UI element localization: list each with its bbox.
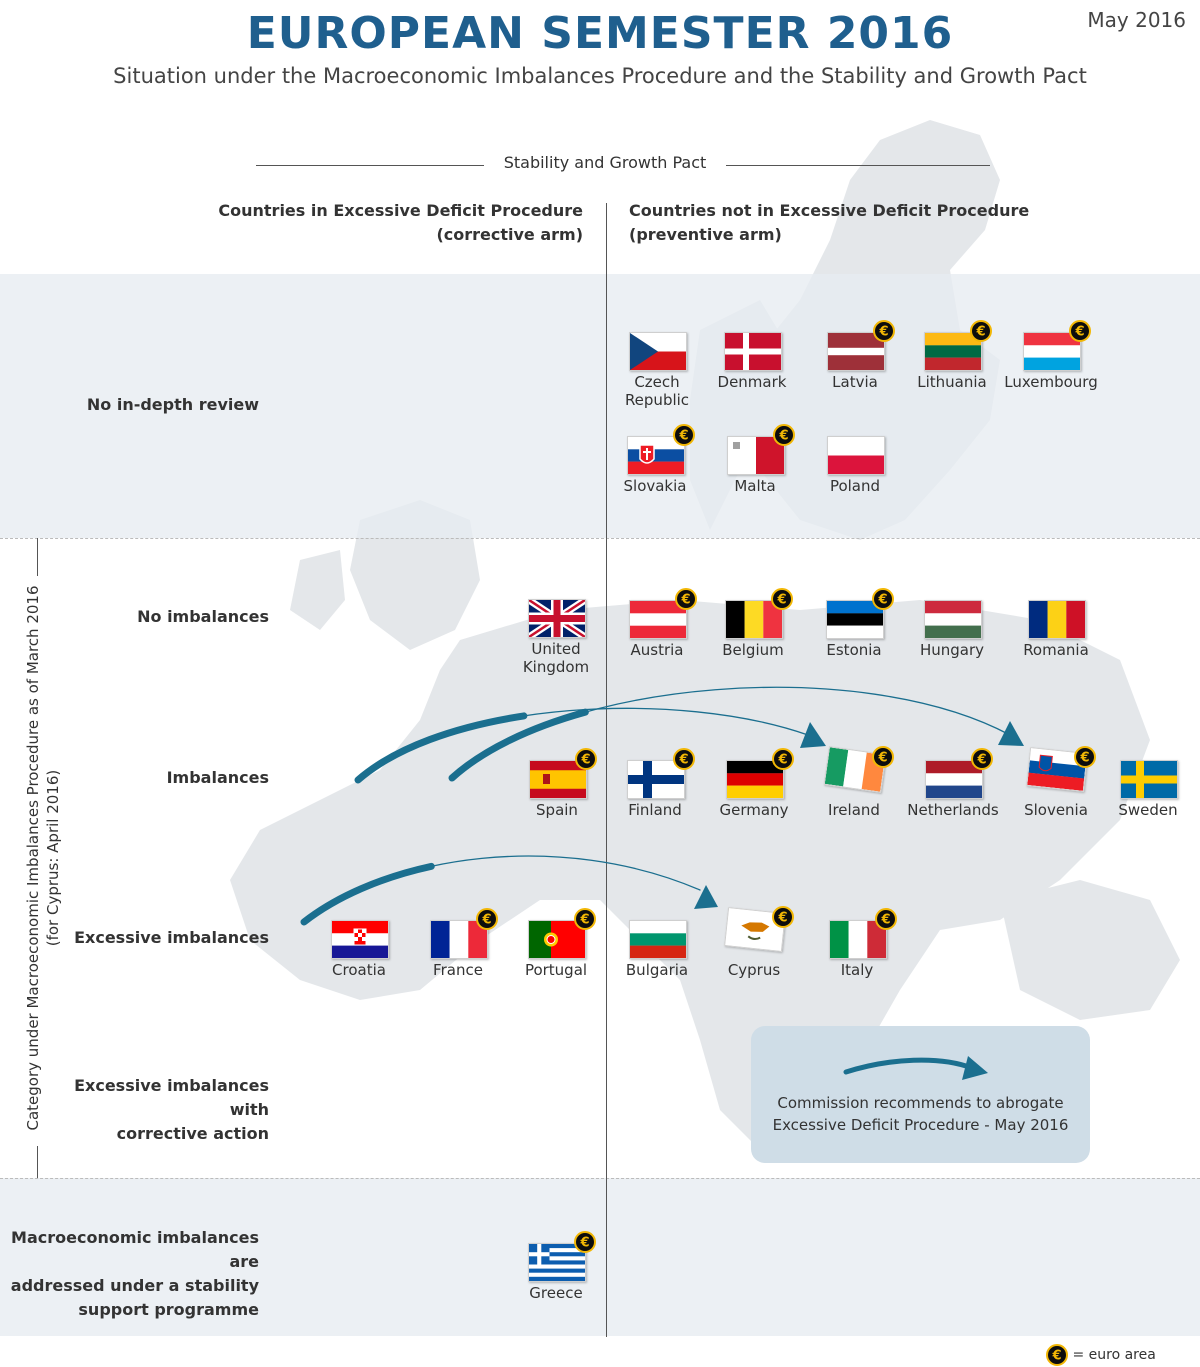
country-name: Belgium [722, 641, 784, 659]
country-name: Netherlands [907, 801, 999, 819]
svg-text:€: € [681, 592, 691, 608]
svg-text:€: € [580, 912, 590, 928]
axis-rule-top [37, 538, 38, 576]
euro-icon [872, 746, 894, 768]
row-label-no-review: No in-depth review [86, 395, 259, 414]
country-name-line2: Republic [624, 391, 690, 409]
country-name: Austria [630, 641, 684, 659]
svg-text:€: € [679, 752, 689, 768]
country-name: Greece [529, 1284, 583, 1302]
country-name: Bulgaria [625, 961, 689, 979]
flag-czech-republic-icon [629, 332, 687, 371]
legend-euro-area [1046, 1344, 1156, 1366]
callout-abrogate-edp [751, 1026, 1090, 1163]
svg-text:€: € [777, 592, 787, 608]
euro-icon [971, 748, 993, 770]
country-name: Italy [840, 961, 874, 979]
country-name: Czech [634, 373, 680, 391]
euro-icon [673, 424, 695, 446]
flag-denmark-icon [724, 332, 782, 371]
euro-icon [970, 320, 992, 342]
country-name: Estonia [826, 641, 882, 659]
vertical-axis-line2: (for Cyprus: April 2016) [44, 769, 62, 947]
country-name: Slovakia [623, 477, 687, 495]
flag-united-kingdom-icon [528, 599, 586, 638]
euro-icon [875, 908, 897, 930]
euro-icon [771, 588, 793, 610]
euro-icon [574, 908, 596, 930]
country-name: Slovenia [1024, 801, 1088, 819]
row-label-programme [0, 1226, 259, 1322]
euro-icon [476, 908, 498, 930]
svg-text:€: € [778, 910, 788, 926]
country-name: Finland [628, 801, 682, 819]
svg-text:€: € [1080, 750, 1090, 766]
row-label-programme-line3: support programme [78, 1300, 259, 1319]
country-name: United [531, 640, 581, 658]
group-rule-right [726, 165, 990, 166]
flag-bulgaria-icon [629, 920, 687, 959]
euro-icon [575, 748, 597, 770]
svg-text:€: € [881, 912, 891, 928]
country-name: Lithuania [917, 373, 987, 391]
country-name: Malta [734, 477, 776, 495]
svg-text:€: € [976, 324, 986, 340]
country-name: Sweden [1118, 801, 1178, 819]
callout-line2: Excessive Deficit Procedure - May 2016 [772, 1116, 1069, 1134]
euro-icon [675, 588, 697, 610]
euro-icon [673, 748, 695, 770]
country-name: Ireland [828, 801, 880, 819]
date-label: May 2016 [1087, 8, 1186, 32]
euro-icon [1069, 320, 1091, 342]
euro-icon [1074, 746, 1096, 768]
row-label-imbalances: Imbalances [166, 768, 269, 787]
euro-icon [772, 748, 794, 770]
column-heading-left-line2: (corrective arm) [436, 225, 583, 244]
row-label-programme-line2: addressed under a stability [10, 1276, 259, 1295]
flag-romania-icon [1028, 600, 1086, 639]
divider-dashed-top [0, 538, 1200, 539]
country-name: Romania [1023, 641, 1089, 659]
country-name: Denmark [717, 373, 787, 391]
svg-text:€: € [977, 752, 987, 768]
row-label-excessive-corrective-line2: corrective action [116, 1124, 269, 1143]
euro-icon [873, 320, 895, 342]
svg-text:€: € [482, 912, 492, 928]
column-heading-left-line1: Countries in Excessive Deficit Procedure [218, 201, 583, 220]
group-rule-left [256, 165, 484, 166]
country-name: Croatia [332, 961, 386, 979]
euro-icon [574, 1231, 596, 1253]
country-name: Cyprus [727, 961, 781, 979]
country-name: Luxembourg [1004, 373, 1098, 391]
country-name: Portugal [524, 961, 588, 979]
svg-text:€: € [580, 1235, 590, 1251]
callout-line1: Commission recommends to abrogate [777, 1094, 1064, 1112]
row-label-no-imbalances: No imbalances [137, 607, 269, 626]
legend-symbol: € [1052, 1348, 1062, 1364]
country-name: Germany [719, 801, 789, 819]
flag-sweden-icon [1120, 760, 1178, 799]
svg-text:€: € [778, 752, 788, 768]
country-name: Hungary [919, 641, 985, 659]
page-title: EUROPEAN SEMESTER 2016 [246, 8, 954, 59]
column-heading-left [200, 199, 583, 247]
group-label: Stability and Growth Pact [503, 153, 707, 172]
column-heading-right-line2: (preventive arm) [629, 225, 782, 244]
svg-text:€: € [878, 592, 888, 608]
axis-rule-bottom [37, 1146, 38, 1178]
euro-icon [872, 588, 894, 610]
country-name-line2: Kingdom [522, 658, 590, 676]
legend-label: = euro area [1072, 1347, 1156, 1363]
column-heading-right-line1: Countries not in Excessive Deficit Procedure [629, 201, 1030, 220]
row-label-excessive: Excessive imbalances [74, 928, 269, 947]
vertical-axis-line1: Category under Macroeconomic Imbalances Procedure as of March 2016 [24, 585, 42, 1131]
flag-croatia-icon [331, 920, 389, 959]
page-subtitle: Situation under the Macroeconomic Imbalances Procedure and the Stability and Growth Pact [113, 64, 1087, 88]
flag-hungary-icon [924, 600, 982, 639]
svg-text:€: € [679, 428, 689, 444]
euro-icon [1046, 1344, 1068, 1366]
column-heading-right [629, 199, 1049, 247]
divider-dashed-bottom [0, 1178, 1200, 1179]
country-name: Poland [829, 477, 881, 495]
euro-icon [772, 906, 794, 928]
country-name: Latvia [832, 373, 878, 391]
euro-icon [773, 424, 795, 446]
svg-text:€: € [1075, 324, 1085, 340]
flag-poland-icon [827, 436, 885, 475]
svg-text:€: € [779, 428, 789, 444]
row-label-programme-line1: Macroeconomic imbalances are [11, 1228, 259, 1271]
country-name: France [433, 961, 483, 979]
svg-text:€: € [581, 752, 591, 768]
row-label-excessive-corrective [40, 1074, 269, 1146]
country-name: Spain [536, 801, 578, 819]
row-label-excessive-corrective-line1: Excessive imbalances with [74, 1076, 269, 1119]
svg-text:€: € [878, 750, 888, 766]
svg-text:€: € [879, 324, 889, 340]
